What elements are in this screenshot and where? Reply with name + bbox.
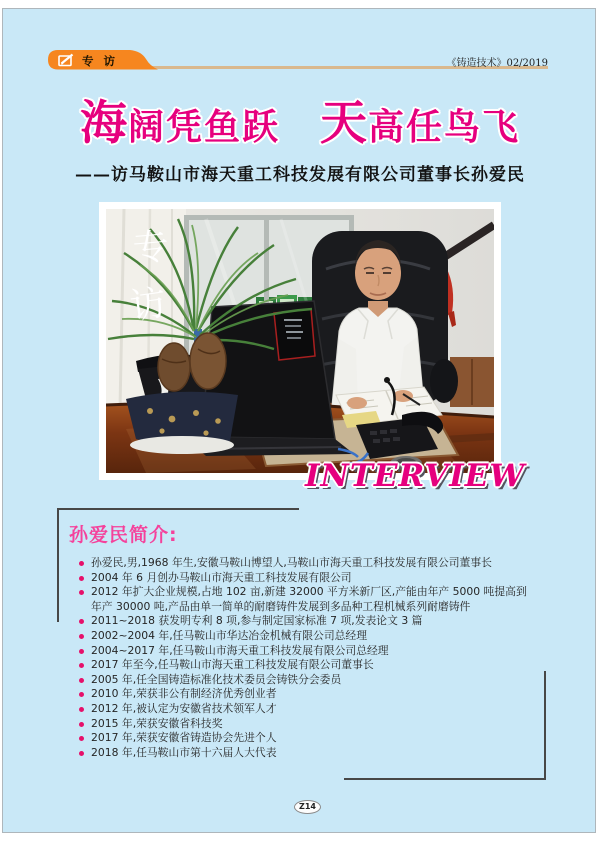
list-item (79, 673, 537, 688)
title-rest-2: 高任鸟飞 (368, 107, 521, 148)
bullet-icon (79, 619, 84, 624)
photo-overlay-char-2: 访 (127, 282, 169, 328)
list-item (79, 658, 537, 673)
list-item (79, 585, 537, 614)
photo-illustration (106, 209, 494, 473)
bullet-icon (79, 561, 84, 566)
section-tab (48, 50, 158, 70)
tab-label: 专 访 (82, 54, 119, 68)
pen-icon (58, 53, 75, 67)
journal-issue: 《铸造技术》02/2019 (446, 58, 548, 69)
profile-box (57, 508, 546, 780)
bullet-icon (79, 678, 84, 683)
list-item-text: 2018 年,任马鞍山市第十六届人大代表 (91, 745, 277, 759)
bullet-icon (79, 707, 84, 712)
list-item (79, 731, 537, 746)
bullet-icon (79, 576, 84, 581)
photo-frame (99, 202, 501, 480)
face (355, 246, 401, 300)
title-big-char-2: 天 (320, 96, 368, 151)
title-big-char-1: 海 (79, 96, 128, 151)
list-item-text: 2010 年,荣获非公有制经济优秀创业者 (91, 687, 277, 701)
list-item-text: 2002~2004 年,任马鞍山市华达冶金机械有限公司总经理 (91, 628, 368, 642)
list-item-text: 2015 年,荣获安徽省科技奖 (91, 716, 223, 730)
list-item (79, 644, 537, 659)
list-item-text: 2012 年,被认定为安徽省技术领军人才 (91, 701, 277, 715)
bullet-icon (79, 692, 84, 697)
list-item-text: 2017 年,荣获安徽省铸造协会先进个人 (91, 731, 277, 745)
list-item-text: 2004~2017 年,任马鞍山市海天重工科技发展有限公司总经理 (91, 643, 389, 657)
list-item-text: 2017 年至今,任马鞍山市海天重工科技发展有限公司董事长 (91, 658, 374, 672)
profile-title: 孙爱民简介: (69, 524, 178, 546)
list-item (79, 556, 537, 571)
bullet-icon (79, 649, 84, 654)
bullet-icon (79, 590, 84, 595)
article-title (0, 86, 600, 153)
bullet-icon (79, 722, 84, 727)
article-subtitle: ——访马鞍山市海天重工科技发展有限公司董事长孙爱民 (75, 165, 525, 185)
list-item (79, 629, 537, 644)
list-item-text: 孙爱民,男,1968 年生,安徽马鞍山博望人,马鞍山市海天重工科技发展有限公司董事长 (91, 556, 492, 569)
page-number: Z14 (294, 800, 321, 814)
list-item-text: 2005 年,任全国铸造标准化技术委员会铸铁分会委员 (91, 672, 342, 686)
list-item (79, 687, 537, 702)
list-item (79, 717, 537, 732)
interview-caption: INTERVIEW (305, 458, 526, 494)
bullet-icon (79, 751, 84, 756)
photo-overlay-char-1: 专 (131, 225, 171, 270)
list-item (79, 746, 537, 761)
list-item-text: 2012 年扩大企业规模,占地 102 亩,新建 32000 平方米新厂区,产能由年产 5000 吨提高到年产 30000 吨,产品由单一简单的耐磨铸件发展到多品种工程机械系列耐磨铸件 (91, 585, 527, 613)
bullet-icon (79, 663, 84, 668)
list-item (79, 571, 537, 586)
profile-list (79, 556, 537, 760)
list-item-text: 2011~2018 获发明专利 8 项,参与制定国家标准 7 项,发表论文 3 篇 (91, 614, 423, 628)
bullet-icon (79, 736, 84, 741)
list-item (79, 702, 537, 717)
list-item-text: 2004 年 6 月创办马鞍山市海天重工科技发展有限公司 (91, 570, 352, 584)
title-rest-1: 阔凭鱼跃 (127, 107, 280, 148)
list-item (79, 614, 537, 629)
bullet-icon (79, 634, 84, 639)
